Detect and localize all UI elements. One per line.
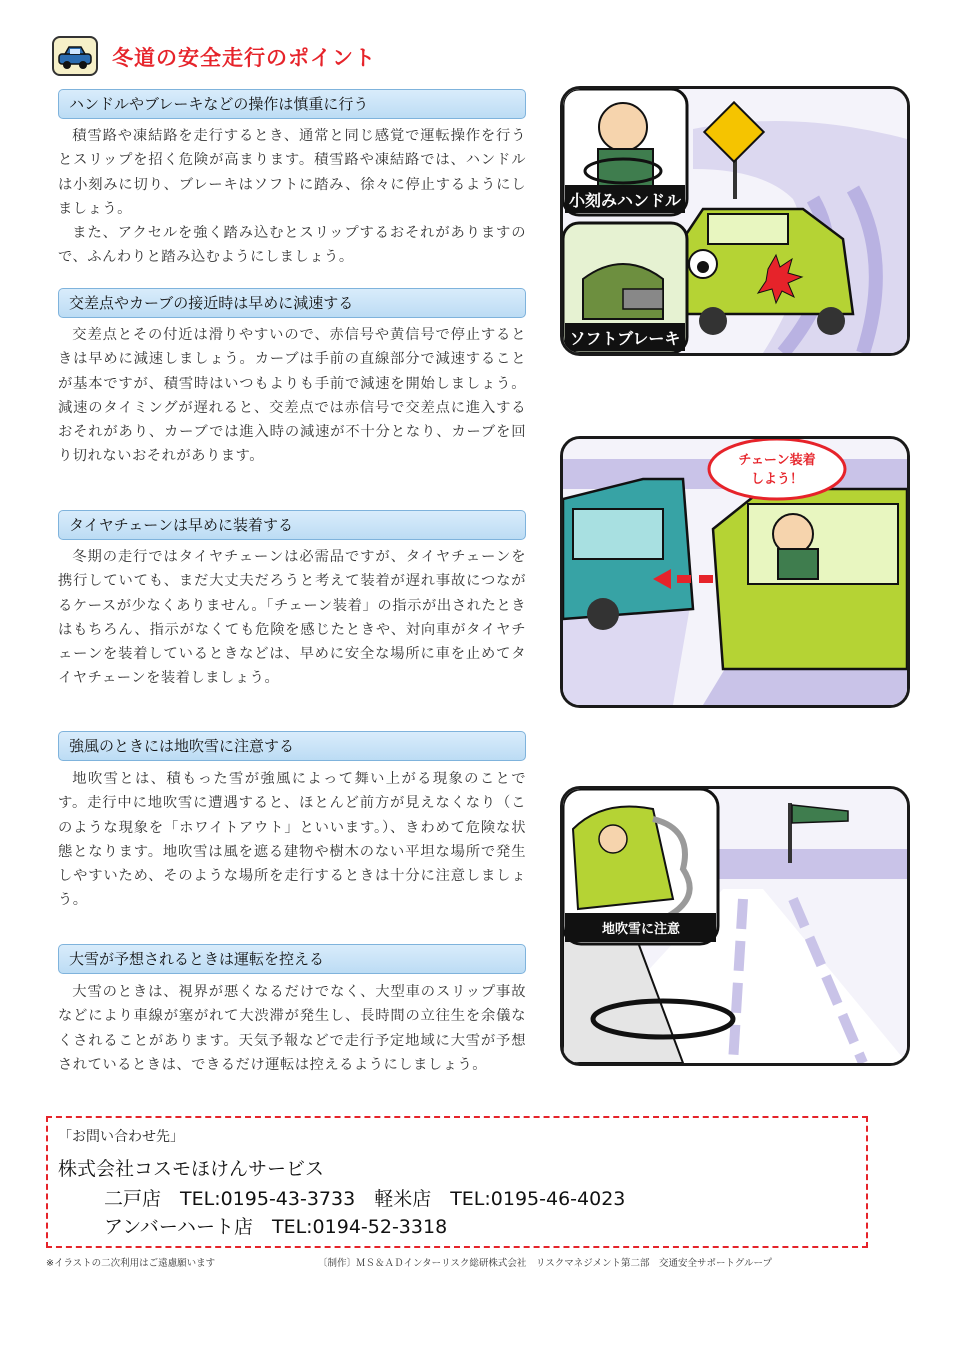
section-body: [58, 767, 526, 913]
section-body: [58, 124, 526, 270]
label-blizzard: 地吹雪に注意: [601, 922, 681, 937]
contact-box: [46, 1116, 868, 1248]
section-body: [58, 323, 526, 469]
paragraph: 冬期の走行ではタイヤチェーンは必需品ですが、タイヤチェーンを携行していても、まだ大丈夫だろうと考えて装着が遅れ事故につながるケースが少なくありません。「チェーン装着」の指示が出されたときはもちろん、指示がなくても危険を感じたときや、対向車がタイヤチェーンを装着しているときなどは、早めに安全な場所に車を止めてタイヤチェーンを装着しましょう。: [58, 549, 526, 687]
contact-label: 「お問い合わせ先」: [58, 1129, 184, 1145]
section-body: [58, 980, 526, 1077]
illustration-ground-blizzard: [560, 786, 910, 1066]
contact-phone-line: 二戸店 TEL:0195-43-3733 軽米店 TEL:0195-46-4023: [104, 1188, 626, 1210]
section-body: [58, 545, 526, 691]
section-heading: 交差点やカーブの接近時は早めに減速する: [58, 288, 526, 318]
illustration-tire-chain: [560, 436, 910, 708]
illustration-careful-operation: [560, 86, 910, 356]
footer-note: ※イラストの二次利用はご遠慮願います: [46, 1258, 216, 1269]
label-handle: 小刻みハンドル: [568, 191, 682, 210]
paragraph: 交差点とその付近は滑りやすいので、赤信号や黄信号で停止するときは早めに減速しましょう。カーブは手前の直線部分で減速することが基本ですが、積雪時はいつもよりも手前で減速を開始しましょう。減速のタイミングが遅れると、交差点では赤信号で交差点に進入するおそれがあり、カーブでは進入時の減速が不十分となり、カーブを回り切れないおそれがあります。: [58, 327, 526, 465]
section-heading: 大雪が予想されるときは運転を控える: [58, 944, 526, 974]
speech-line2: しよう！: [750, 472, 804, 487]
paragraph: 積雪路や凍結路を走行するとき、通常と同じ感覚で運転操作を行うとスリップを招く危険が高まります。積雪路や凍結路では、ハンドルは小刻みに切り、ブレーキはソフトに踏み、徐々に停止するようにしましょう。: [58, 128, 526, 217]
paragraph: 大雪のときは、視界が悪くなるだけでなく、大型車のスリップ事故などにより車線が塞がれて大渋滞が発生し、長時間の立往生を余儀なくされることがあります。天気予報などで走行予定地域に大雪が予想されているときは、できるだけ運転は控えるようにしましょう。: [58, 984, 526, 1073]
contact-company: 株式会社コスモほけんサービス: [58, 1158, 325, 1180]
paragraph: 地吹雪とは、積もった雪が強風によって舞い上がる現象のことです。走行中に地吹雪に遭遇すると、ほとんど前方が見えなくなり（このような現象を「ホワイトアウト」といいます。）、きわめて危険な状態となります。地吹雪は風を遮る建物や樹木のない平坦な場所で発生しやすいため、そのような場所を走行するときは十分に注意しましょう。: [58, 771, 526, 909]
footer-credit: 〔制作〕ＭＳ＆ＡＤインターリスク総研株式会社 リスクマネジメント第二部 交通安全サポートグループ: [318, 1258, 773, 1269]
paragraph: また、アクセルを強く踏み込むとスリップするおそれがありますので、ふんわりと踏み込むようにしましょう。: [58, 225, 526, 266]
car-icon: [52, 36, 98, 76]
page-title: 冬道の安全走行のポイント: [112, 46, 376, 70]
contact-phone-line: アンバーハート店 TEL:0194-52-3318: [104, 1216, 448, 1238]
section-heading: ハンドルやブレーキなどの操作は慎重に行う: [58, 89, 526, 119]
speech-line1: チェーン装着: [738, 453, 816, 468]
section-heading: タイヤチェーンは早めに装着する: [58, 510, 526, 540]
section-heading: 強風のときには地吹雪に注意する: [58, 731, 526, 761]
label-brake: ソフトブレーキ: [569, 329, 681, 348]
